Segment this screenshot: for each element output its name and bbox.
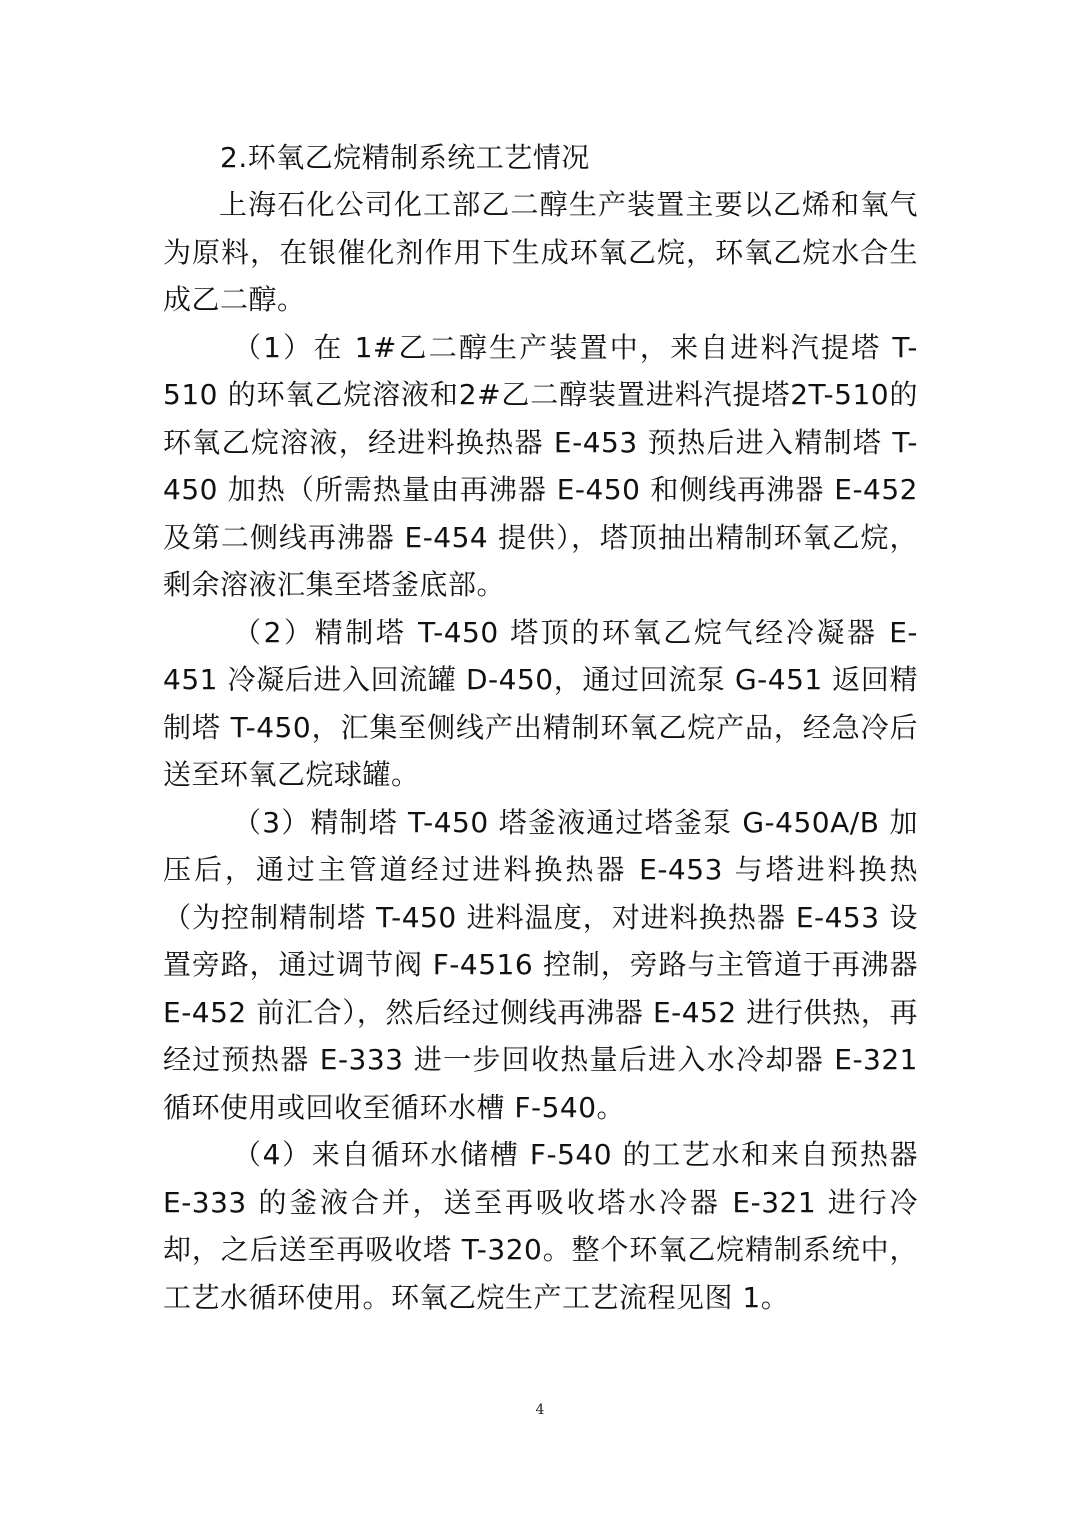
section-title: 2.环氧乙烷精制系统工艺情况 — [220, 141, 590, 174]
process-step-4: （4）来自循环水储槽 F-540 的工艺水和来自预热器 E-333 的釜液合并，送至再吸收塔水冷器 E-321 进行冷却，之后送至再吸收塔 T-320。整个环氧乙烷精制系统中，工艺水循环使用。环氧乙烷生产工艺流程见图 1。 — [163, 1138, 918, 1314]
process-step-3: （3）精制塔 T-450 塔釜液通过塔釜泵 G-450A/B 加压后，通过主管道经过进料换热器 E-453 与塔进料换热（为控制精制塔 T-450 进料温度，对进料换热器 E-453 设置旁路，通过调节阀 F-4516 控制，旁路与主管道于再沸器 E-452 前汇合），然后经过侧线再沸器 E-452 进行供热，再经过预热器 E-333 进一步回收热量后进入水冷却器 E-321 循环使用或回收至循环水槽 F-540。 — [163, 805, 918, 1124]
page-number: 4 — [535, 1402, 545, 1418]
process-step-2: （2）精制塔 T-450 塔顶的环氧乙烷气经冷凝器 E-451 冷凝后进入回流罐 D-450，通过回流泵 G-451 返回精制塔 T-450，汇集至侧线产出精制环氧乙烷产品，经急冷后送至环氧乙烷球罐。 — [163, 615, 918, 791]
intro-paragraph: 上海石化公司化工部乙二醇生产装置主要以乙烯和氧气为原料，在银催化剂作用下生成环氧乙烷，环氧乙烷水合生成乙二醇。 — [163, 188, 918, 316]
process-step-1: （1）在 1#乙二醇生产装置中，来自进料汽提塔 T-510 的环氧乙烷溶液和2#乙二醇装置进料汽提塔2T-510的环氧乙烷溶液，经进料换热器 E-453 预热后进入精制塔 T-450 加热（所需热量由再沸器 E-450 和侧线再沸器 E-452 及第二侧线再沸器 E-454 提供），塔顶抽出精制环氧乙烷，剩余溶液汇集至塔釜底部。 — [163, 330, 918, 601]
body-text — [163, 134, 918, 1321]
